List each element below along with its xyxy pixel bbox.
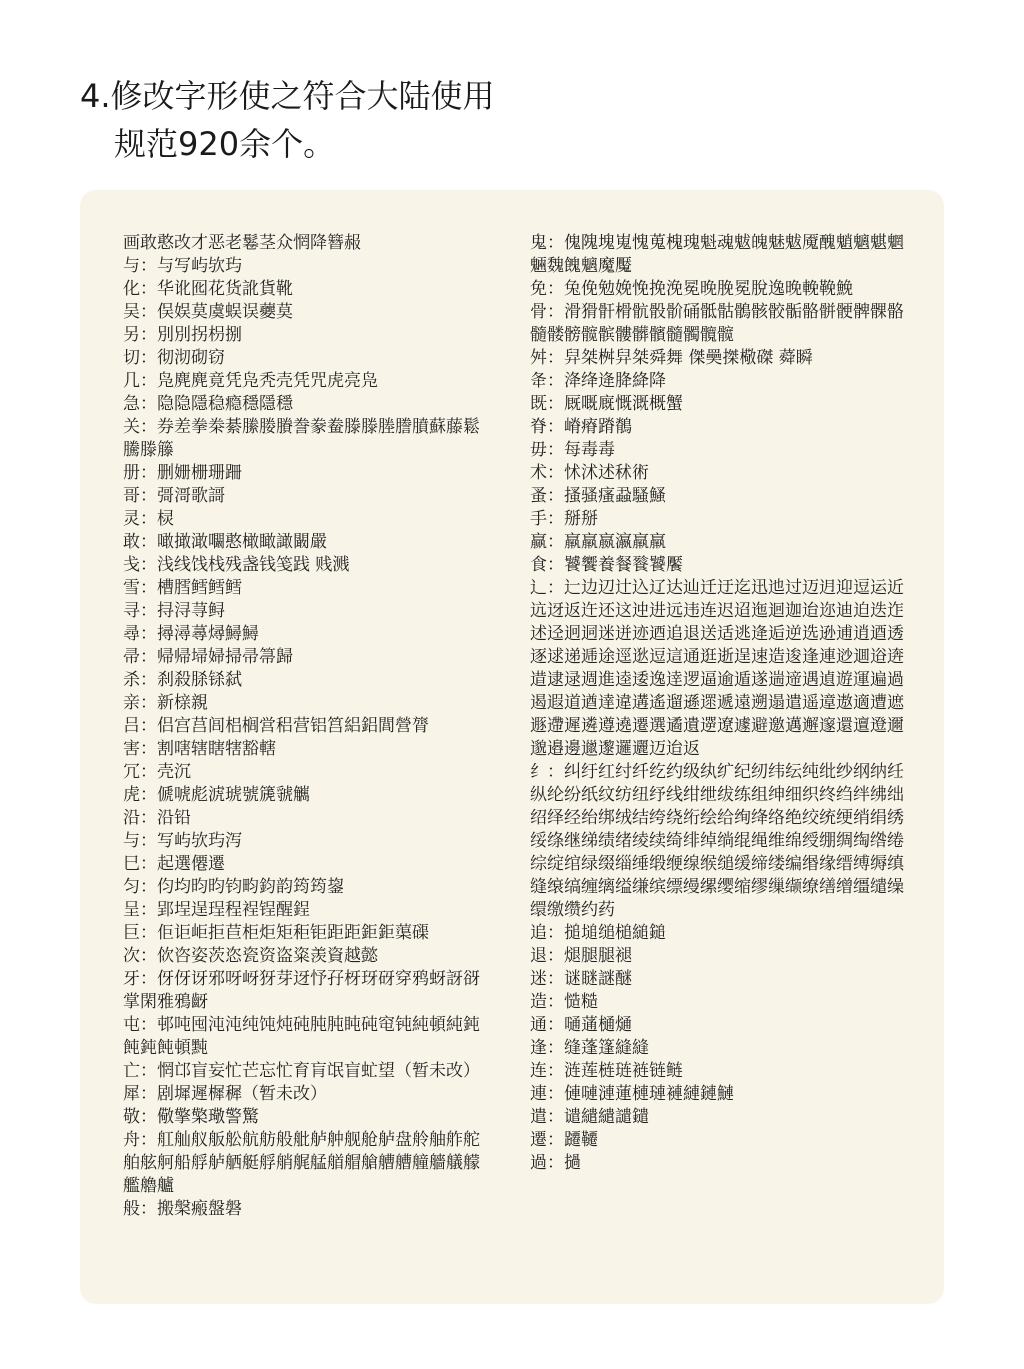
left-line: 画敢憨改才恶老鬈茎众惘降簪赧 (123, 233, 361, 253)
left-line: 雪：槽膤鳕鳕鳕 (123, 578, 242, 598)
page-title-line1: 4.修改字形使之符合大陆使用 (80, 77, 495, 115)
right-line: 過：撾 (530, 1153, 581, 1173)
left-line: 沿：沿铅 (123, 808, 191, 828)
right-line: 通：嗵蓪樋熥 (530, 1015, 632, 1035)
right-line: 蚤：搔骚瘙蝨騷鰠 (530, 486, 666, 506)
left-line: 呈：郢埕逞珵程裎锃醒鋥 (123, 900, 310, 920)
left-line: 帚：帰帰埽婦掃帚箒歸 (123, 647, 293, 667)
right-line: 术：怵沭述秫術 (530, 463, 649, 483)
left-line: 寻：挦浔荨鲟 (123, 601, 225, 621)
left-line: 吴：俣娱莫虞蜈误虁莫 (123, 302, 293, 322)
left-line: 舟：舡舢舣舨舩航舫般舭舻舯舰舱舻盘舲舳舴舵舶舷舸船艀舻舾艇艀艄艉艋艏艒艙艚艚艟艢艤艨艦艪艫 (123, 1130, 480, 1196)
left-line: 关：券差拳桊綦縢媵賸誊豢鲞滕滕塍謄膹蘇藤鬆騰滕籐 (123, 417, 480, 460)
right-line: 纟：纠纡红纣纤纥约级纨纩纪纫纬纭纯纰纱纲纳纴纵纶纷纸纹纺纽纾线绀绁绂练组绅细织终绉绊绋绌绍绎经绐绑绒结绔绕绗绘给绚绛络绝绞统绠绡绢绣绥绦继绨绩绪绫续绮绯绰绱绲绳维绵绶绷绸绹绺绻综绽绾绿缀缁缍缎缏缐缑缒缓缔缕编缗缘缙缚缛缜缝缞缟缠缡缢缣缤缥缦缧缨缩缪缫缬缭缮缯缰缱缲缳缴缵约药 (530, 762, 904, 920)
left-line: 屯：邨吨囤沌沌纯饨炖砘肫肫盹砘窀钝純頓純鈍飩鈍飩頓黗 (123, 1015, 480, 1058)
right-line: 食：饕饗養餐餮饕饜 (530, 555, 683, 575)
left-line: 匀：伨均昀昀钧畇鈞韵筠筠鋆 (123, 877, 344, 897)
left-line: 亡：惘邙盲妄忙芒忘忙育肓氓盲虻望（暂未改） (123, 1061, 480, 1081)
right-column (530, 232, 910, 1175)
left-line: 次：佽咨姿茨恣瓷资盗粢羡資越懿 (123, 946, 378, 966)
right-line: 脊：嵴瘠蹐鶺 (530, 417, 632, 437)
right-line: 造：慥糙 (530, 992, 598, 1012)
left-line: 害：割嗐辖瞎犗豁轄 (123, 739, 276, 759)
left-line: 虎：傂唬彪淲琥號篪虢觽 (123, 785, 310, 805)
left-line: 冗：壳沉 (123, 762, 191, 782)
right-line: 逢：缝蓬篷縫縫 (530, 1038, 649, 1058)
right-line: 手：掰掰 (530, 509, 598, 529)
left-line: 巳：起選僊遷 (123, 854, 225, 874)
right-line: 鬼：傀隗塊嵬愧蒐槐瑰魁魂魃魄魅魃魇醜魈魑魌魍魎魏餽魑魔魘 (530, 233, 904, 276)
right-line: 退：煺腿腿褪 (530, 946, 632, 966)
left-line: 切：彻沏砌窃 (123, 348, 225, 368)
left-line: 敢：噉撖澉㘚憨橄瞰譀闞嚴 (123, 532, 327, 552)
left-line: 敬：儆擎檠璥警驚 (123, 1107, 259, 1127)
left-line: 册：删姗栅珊跚 (123, 463, 242, 483)
left-line: 吕：侣宫莒闾梠榈営稆营铝筥絽鋁閭營膂 (123, 716, 429, 736)
left-line: 巨：佢讵岠拒苣柜炬矩秬钜距距鉅鉅蕖磲 (123, 923, 429, 943)
right-line: 迷：谜瞇謎醚 (530, 969, 632, 989)
left-line: 尋：撏潯蕁燖鱘鱘 (123, 624, 259, 644)
left-column (123, 232, 493, 1221)
left-line: 般：搬槃瘢盤磐 (123, 1199, 242, 1219)
right-line: 夅：洚绛逄胮絳降 (530, 371, 666, 391)
left-line: 化：华讹囮花货訛貨靴 (123, 279, 293, 299)
right-line: 连：涟莲梿琏裢链鲢 (530, 1061, 683, 1081)
left-line: 几：凫麂麂竟凭凫秃壳凭咒虎亮凫 (123, 371, 378, 391)
right-line: 赢：羸羸嬴瀛羸羸 (530, 532, 666, 552)
left-line: 急：隐隐隱稳瘾穩隱穩 (123, 394, 293, 414)
right-line: 遷：躚韆 (530, 1130, 598, 1150)
right-line: 追：搥塠缒槌縋鎚 (530, 923, 666, 943)
right-line: 連：僆嗹漣蓮槤璉褳縺鏈鰱 (530, 1084, 734, 1104)
left-line: 犀：剧墀遲樨穉（暂未改） (123, 1084, 327, 1104)
right-line: 舛：舁桀桝舁桀舜舞 傑奰搩㯳磔 蕣瞬 (530, 348, 813, 368)
left-line: 另：別別拐枴捌 (123, 325, 242, 345)
right-line: 遣：谴繾繾譴鑓 (530, 1107, 649, 1127)
right-line: 既：厩嘅廐慨溉概蟹 (530, 394, 683, 414)
right-line: 骨：滑猾骭榾骯骰骱硧骶骷鶻骸骹骺骼骿骾髀髁骼髓髅髈髋髌髏髒髕髓髑髖髋 (530, 302, 904, 345)
left-line: 与：写屿欤玙泻 (123, 831, 242, 851)
left-line: 灵：棂 (123, 509, 174, 529)
left-line: 与：与写屿欤玙 (123, 256, 242, 276)
left-line: 戋：浅线饯栈残盏钱笺践 贱溅 (123, 555, 350, 575)
left-line: 亲：新榇親 (123, 693, 208, 713)
right-line: 辶：辷边辺辻込辽达辿迁迂迄迅迆过迈迌迎逗运近迒迓返迕还这迚进远违连迟迢迤迴迦迨迩迪迫迭迮述迳迥迵迷迸迹迺追退送适逃逄逅逆选逊逋逍逎透逐逑递逓途逕逖逗這通逛逝逞速造逡逢連逤逥逧逩逪逮逯週進逵逶逸逹逻逼逾遁遂遄遆遇遉遊運遍過遏遐道遒達違遘遙遛遜遝遞遠遡遢遣遥遧遨適遭遮遯遰遲遴遵遶遷選遹遺遻遼遽避邀邁邂邃還邅邆邇邈邉邊邋邌邏邐迈迨返 (530, 578, 904, 759)
page-title (80, 72, 495, 168)
right-line: 毋：每毒毒 (530, 440, 615, 460)
left-line: 杀：刹殺脎铩弑 (123, 670, 242, 690)
content-card (80, 190, 944, 1304)
right-line: 免：兔俛勉娩悗挽浼冕晚脕冕脫逸晚輓鞔鮸 (530, 279, 853, 299)
left-line: 哥：彁滒歌謌 (123, 486, 225, 506)
left-line: 牙：伢伢讶邪呀岈犽芽迓忬孖枒玡砑穿鸦蚜訝谺掌閑雅鴉齖 (123, 969, 480, 1012)
page-title-line2: 规范920余个。 (114, 125, 336, 163)
